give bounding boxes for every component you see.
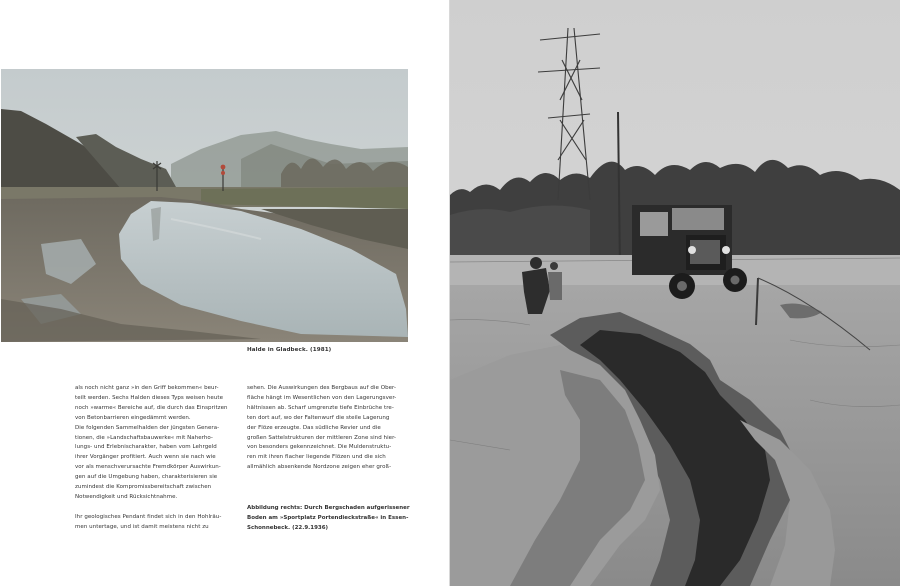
text-line: Ihr geologisches Pendant findet sich in den Hohlräu- xyxy=(75,513,222,520)
ground-crack-photo xyxy=(450,0,900,586)
text-line: tionen, die »Landschaftsbauwerke« mit Naherho- xyxy=(75,434,213,441)
text-line: der Flöze erzeugte. Das südliche Revier und die xyxy=(247,424,381,431)
text-line: teilt werden. Sechs Halden dieses Typs weisen heute xyxy=(75,394,224,401)
text-column-2 xyxy=(247,384,409,473)
text-line: ihrer Vorgänger profitiert. Auch wenn sie nach wie xyxy=(75,454,216,461)
text-line: vor als menschverursachte Fremdkörper Auswirkun- xyxy=(75,464,221,471)
text-column-1 xyxy=(75,384,235,533)
text-line: als noch nicht ganz »in den Griff bekommen« beur- xyxy=(75,385,219,391)
text-line: noch »warme« Bereiche auf, die durch das Einspritzen xyxy=(75,404,228,411)
text-line: zumindest die Kompromissbereitschaft zwischen xyxy=(75,484,212,491)
text-line: lungs- und Erlebnischarakter, haben vom Lehrgeld xyxy=(75,444,217,451)
text-line: fläche hängt im Wesentlichen von den Lagerungsver- xyxy=(247,394,397,401)
text-line: Die folgenden Sammelhalden der jüngsten Genera- xyxy=(75,424,220,431)
text-line: von Betonbarrieren eingedämmt werden. xyxy=(75,414,191,421)
text-line: sehen. Die Auswirkungen des Bergbaus auf die Ober- xyxy=(247,385,397,391)
caption-line: Abbildung rechts: Durch Bergschaden aufgerissener xyxy=(247,505,410,511)
text-line: gen auf die Umgebung haben, charakterisieren sie xyxy=(75,474,218,481)
text-line: ten dort auf, wo der Faltenwurf die steile Lagerung xyxy=(247,414,390,421)
text-line: men untertage, und ist damit meistens nicht zu xyxy=(75,523,209,530)
text-line: hältnissen ab. Scharf umgrenzte tiefe Einbrüche tre- xyxy=(247,404,394,411)
caption-line: Schonnebeck. (22.9.1936) xyxy=(247,525,329,531)
heap-landscape-photo xyxy=(1,69,408,342)
text-line: großen Sattelstrukturen der mittleren Zone sind hier- xyxy=(247,434,397,441)
caption-line: Boden am »Sportplatz Portendieckstraße« in Essen- xyxy=(247,515,409,521)
text-line: ren mit ihren flacher liegende Flözen und die sich xyxy=(247,454,386,461)
text-line: Notwendigkeit und Rücksichtnahme. xyxy=(75,493,178,500)
photo-caption-heap: Halde in Gladbeck. (1981) xyxy=(247,347,332,353)
text-line: allmählich absenkende Nordzone zeigen eher groß- xyxy=(247,464,392,471)
text-line: von besonders gekennzeichnet. Die Muldenstruktu- xyxy=(247,444,392,451)
right-photo-caption xyxy=(247,503,410,533)
